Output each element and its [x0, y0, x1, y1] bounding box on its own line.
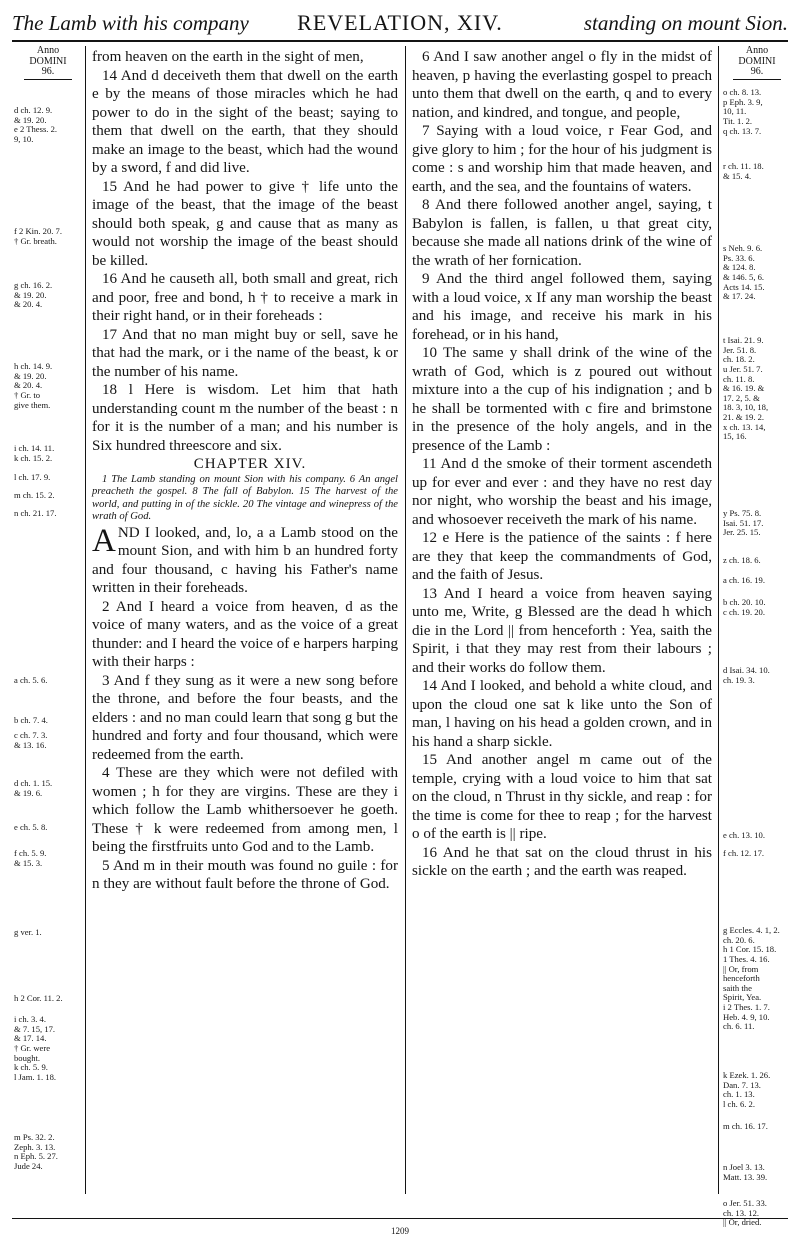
anno-rule — [24, 79, 72, 80]
margin-ref: i ch. 14. 11. k ch. 15. 2. — [14, 443, 55, 463]
verse-text: 7 Saying with a loud voice, r Fear God, and give glory to him ; for the hour of his judgment is come : s and worship him that made heaven, and earth, and the sea, and the fountains of waters. — [412, 123, 712, 195]
margin-ref: n ch. 21. 17. — [14, 508, 57, 518]
page-number: 1209 — [391, 1226, 409, 1236]
chapter-heading: CHAPTER XIV. — [193, 456, 307, 472]
margin-ref: e ch. 5. 8. — [14, 822, 48, 832]
text-column-right — [412, 48, 712, 881]
year-label: 96. — [41, 66, 55, 77]
margin-ref: g ver. 1. — [14, 927, 42, 937]
margin-ref: d Isai. 34. 10. ch. 19. 3. — [723, 665, 770, 685]
margin-ref: k Ezek. 1. 26. Dan. 7. 13. ch. 1. 13. l ch. 6. 2. — [723, 1070, 771, 1109]
verse-text: 14 And d deceiveth them that dwell on the earth e by the means of those miracles which he had power to do in the sight of the beast; saying to them that dwell on the earth, that they should make an image to the beast, which had the wound by a sword, f and did live. — [92, 67, 398, 176]
year-label: 96. — [750, 66, 764, 77]
verse-text: 16 And he causeth all, both small and great, rich and poor, free and bond, h † to receive a mark in their right hand, or in their foreheads : — [92, 271, 398, 324]
margin-ref: f ch. 12. 17. — [723, 848, 765, 858]
verse-text: 10 The same y shall drink of the wine of the wrath of God, which is z poured out without mixture into a the cup of his indignation ; and b he shall be tormented with c fire and brimstone in the presence of the holy angels, and in the presence of the Lamb : — [412, 345, 712, 454]
verse-text: ND I looked, and, lo, a a Lamb stood on the mount Sion, and with him b an hundred forty and four thousand, c having his Father's name written in their foreheads. — [92, 524, 398, 596]
verse-text: from heaven on the earth in the sight of men, — [92, 49, 364, 65]
margin-ref: f 2 Kin. 20. 7. † Gr. breath. — [14, 226, 62, 246]
verse-text: 3 And f they sung as it were a new song before the throne, and before the four beasts, and the elders : and no man could learn that song g but the hundred and forty and four thousand, which were redeemed from the earth. — [92, 672, 398, 763]
verse-text: 12 e Here is the patience of the saints : f here are they that keep the commandments of God, and the faith of Jesus. — [412, 530, 712, 583]
margin-ref: l ch. 17. 9. — [14, 472, 51, 482]
margin-ref: d ch. 12. 9. & 19. 20. e 2 Thess. 2. 9, 10. — [14, 105, 58, 144]
verse-text: 17 And that no man might buy or sell, save he that had the mark, or i the name of the beast, k or the number of his name. — [92, 326, 398, 380]
margin-ref: m ch. 15. 2. — [14, 490, 55, 500]
right-margin-references — [723, 45, 791, 1228]
domini-label: DOMINI — [738, 55, 776, 67]
margin-ref: o ch. 8. 13. p Eph. 3. 9, 10, 11. Tit. 1. 2. q ch. 13. 7. — [723, 87, 763, 136]
margin-ref: f ch. 5. 9. & 15. 3. — [14, 848, 47, 868]
verse-text: 14 And I looked, and behold a white cloud, and upon the cloud one sat k like unto the Son of man, l having on his head a golden crown, and in his hand a sharp sickle. — [412, 678, 712, 750]
margin-ref: h 2 Cor. 11. 2. — [14, 993, 63, 1003]
verse-text: 15 And he had power to give † life unto the image of the beast, that the image of the beast should both speak, g and cause that as many as would not worship the image of the beast should be killed. — [92, 178, 398, 269]
margin-ref: h ch. 14. 9. & 19. 20. & 20. 4. † Gr. to give them. — [14, 361, 53, 410]
margin-ref: m Ps. 32. 2. Zeph. 3. 13. n Eph. 5. 27. Jude 24. — [14, 1132, 58, 1171]
header-right-title: standing on mount Sion. — [583, 11, 788, 35]
margin-ref: c ch. 7. 3. & 13. 16. — [14, 730, 48, 750]
margin-ref: a ch. 16. 19. — [723, 575, 766, 585]
verse-text: 9 And the third angel followed them, saying with a loud voice, x If any man worship the beast and his image, and receive his mark in his forehead, or in his hand, — [412, 271, 712, 343]
margin-ref: z ch. 18. 6. — [723, 555, 761, 565]
left-margin-references — [14, 46, 82, 1196]
margin-ref: n Joel 3. 13. Matt. 13. 39. — [723, 1162, 768, 1182]
verse-text: 15 And another angel m came out of the temple, crying with a loud voice to him that sat on the cloud, n Thrust in thy sickle, and reap : for the time is come for thee to reap ; for the harvest o of the earth is || ripe. — [412, 752, 712, 842]
margin-ref: e ch. 13. 10. — [723, 830, 766, 840]
margin-ref: g ch. 16. 2. & 19. 20. & 20. 4. — [14, 280, 53, 310]
column-rule-right — [718, 46, 719, 1194]
verse-text: 16 And he that sat on the cloud thrust in his sickle on the earth ; and the earth was reaped. — [412, 844, 712, 879]
margin-ref: b ch. 20. 10. c ch. 19. 20. — [723, 597, 766, 617]
verse-text: 2 And I heard a voice from heaven, d as the voice of many waters, and as the voice of a great thunder: and I heard the voice of e harpers harping with their harps : — [92, 598, 398, 670]
anno-label: Anno — [36, 45, 60, 56]
verse-text: 11 And d the smoke of their torment ascendeth up for ever and ever : and they have no rest day nor night, who worship the beast and his image, and whosoever receiveth the mark of his name. — [412, 456, 712, 528]
anno-rule — [733, 79, 781, 80]
running-header — [12, 6, 788, 42]
margin-ref: t Isai. 21. 9. Jer. 51. 8. ch. 18. 2. u Jer. 51. 7. ch. 11. 8. & 16. 19. & 17. 2, 5. & 18. 3, 10, 18, 21. & 19. 2. x ch. 13. 14, 15, 16. — [723, 335, 769, 442]
header-left-title: The Lamb with his company — [12, 11, 249, 35]
margin-ref: i ch. 3. 4. & 7. 15, 17. & 17. 14. † Gr. were bought. k ch. 5. 9. l Jam. 1. 18. — [14, 1014, 57, 1082]
margin-ref: b ch. 7. 4. — [14, 715, 48, 725]
footer-rule — [12, 1218, 788, 1219]
margin-ref: a ch. 5. 6. — [14, 675, 48, 685]
margin-ref: y Ps. 75. 8. Isai. 51. 17. Jer. 25. 15. — [723, 508, 764, 538]
margin-ref: d ch. 1. 15. & 19. 6. — [14, 778, 53, 798]
margin-ref: g Eccles. 4. 1, 2. ch. 20. 6. h 1 Cor. 15. 18. 1 Thes. 4. 16. || Or, from henceforth saith the Spirit, Yea. i 2 Thes. 1. 7. Heb. 4. 9, 10. ch. 6. 11. — [723, 925, 780, 1032]
anno-label: Anno — [745, 45, 769, 56]
drop-cap: A — [92, 522, 116, 559]
verse-text-first — [92, 524, 398, 598]
margin-ref: s Neh. 9. 6. Ps. 33. 6. & 124. 8. & 146. 5, 6. Acts 14. 15. & 17. 24. — [723, 243, 765, 302]
verse-text: 4 These are they which were not defiled with women ; h for they are virgins. These are they i which follow the Lamb whithersoever he goeth. These † k were redeemed from among men, l being the firstfruits unto God and to the Lamb. — [92, 765, 398, 855]
chapter-summary: 1 The Lamb standing on mount Sion with his company. 6 An angel preacheth the gospel. 8 The fall of Babylon. 15 The harvest of the world, and putting in of the sickle. 20 The vintage and winepress of the wrath of God. — [92, 473, 398, 522]
verse-text: 6 And I saw another angel o fly in the midst of heaven, p having the everlasting gospel to preach unto them that dwell on the earth, q and to every nation, and kindred, and tongue, and people, — [412, 49, 712, 121]
margin-ref: o Jer. 51. 33. ch. 13. 12. || Or, dried. — [723, 1198, 767, 1228]
text-column-left — [92, 48, 398, 894]
verse-text: 13 And I heard a voice from heaven saying unto me, Write, g Blessed are the dead h which die in the Lord || from henceforth : Yea, saith the Spirit, i that they may rest from their labours ; and their works do follow them. — [412, 585, 712, 676]
margin-ref: m ch. 16. 17. — [723, 1121, 768, 1131]
domini-label: DOMINI — [29, 55, 67, 67]
margin-ref: r ch. 11. 18. & 15. 4. — [723, 161, 764, 181]
column-rule-center — [405, 46, 406, 1194]
verse-text: 5 And m in their mouth was found no guile : for n they are without fault before the throne of God. — [92, 857, 398, 892]
verse-text: 18 l Here is wisdom. Let him that hath understanding count m the number of the beast : n for it is the number of a man; and his number is Six hundred threescore and six. — [92, 382, 398, 454]
column-rule-left — [85, 46, 86, 1194]
header-book-title: REVELATION, XIV. — [297, 10, 503, 35]
verse-text: 8 And there followed another angel, saying, t Babylon is fallen, is fallen, u that great city, because she made all nations drink of the wine of the wrath of her fornication. — [412, 197, 712, 269]
